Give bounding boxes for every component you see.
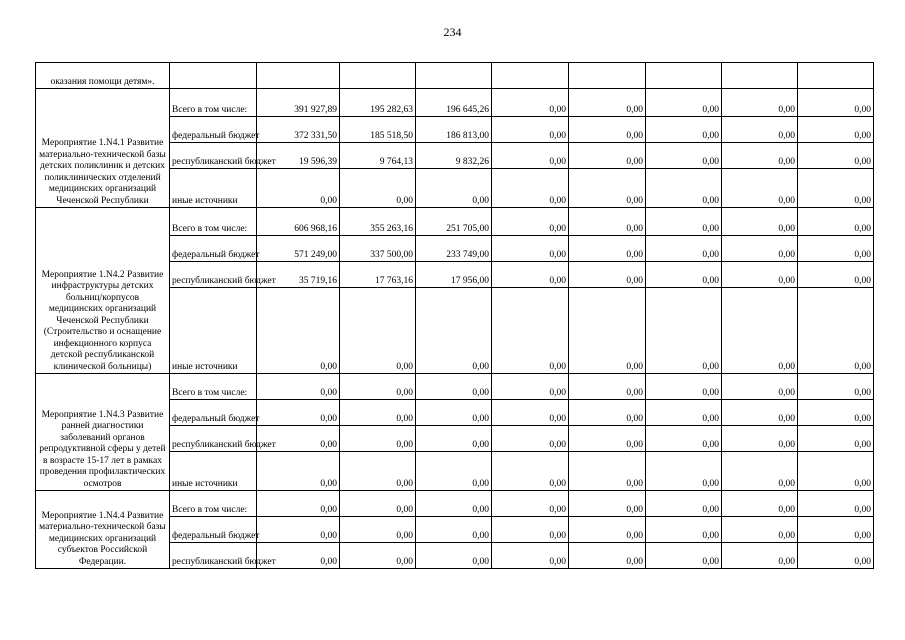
amount-cell: 0,00: [569, 517, 646, 543]
amount-cell: 0,00: [492, 143, 569, 169]
amount-cell: 251 705,00: [416, 208, 492, 236]
amount-cell: 372 331,50: [257, 117, 340, 143]
amount-cell: 0,00: [798, 89, 874, 117]
amount-cell: 0,00: [340, 543, 416, 569]
amount-cell: 0,00: [416, 374, 492, 400]
amount-cell: 0,00: [722, 543, 798, 569]
amount-cell: 0,00: [416, 400, 492, 426]
amount-cell: 0,00: [492, 374, 569, 400]
amount-cell: 0,00: [646, 89, 722, 117]
amount-cell: 0,00: [798, 543, 874, 569]
funding-source-cell: Всего в том числе:: [170, 374, 257, 400]
amount-cell: 0,00: [492, 288, 569, 374]
amount-cell: 0,00: [257, 288, 340, 374]
amount-cell: 35 719,16: [257, 262, 340, 288]
amount-cell: 0,00: [722, 169, 798, 208]
amount-cell: 233 749,00: [416, 236, 492, 262]
funding-source-cell: Всего в том числе:: [170, 491, 257, 517]
table-row: [36, 491, 874, 517]
empty-cell: [170, 63, 257, 89]
amount-cell: 0,00: [722, 517, 798, 543]
amount-cell: 0,00: [646, 262, 722, 288]
empty-cell: [646, 63, 722, 89]
amount-cell: 0,00: [646, 169, 722, 208]
amount-cell: 0,00: [492, 452, 569, 491]
amount-cell: 195 282,63: [340, 89, 416, 117]
amount-cell: 0,00: [646, 236, 722, 262]
amount-cell: 0,00: [798, 491, 874, 517]
budget-table: [35, 62, 874, 569]
amount-cell: 0,00: [646, 543, 722, 569]
empty-cell: [569, 63, 646, 89]
amount-cell: 0,00: [798, 517, 874, 543]
table-row: [36, 208, 874, 236]
amount-cell: 0,00: [722, 262, 798, 288]
amount-cell: 186 813,00: [416, 117, 492, 143]
amount-cell: 0,00: [340, 426, 416, 452]
amount-cell: 0,00: [569, 426, 646, 452]
amount-cell: 0,00: [340, 400, 416, 426]
amount-cell: 0,00: [492, 491, 569, 517]
amount-cell: 0,00: [646, 452, 722, 491]
funding-source-cell: иные источники: [170, 452, 257, 491]
funding-source-cell: республиканский бюджет: [170, 262, 257, 288]
amount-cell: 0,00: [569, 491, 646, 517]
amount-cell: 0,00: [416, 517, 492, 543]
amount-cell: 0,00: [340, 491, 416, 517]
funding-source-cell: федеральный бюджет: [170, 236, 257, 262]
amount-cell: 0,00: [492, 400, 569, 426]
amount-cell: 0,00: [798, 426, 874, 452]
amount-cell: 0,00: [722, 452, 798, 491]
amount-cell: 0,00: [722, 288, 798, 374]
amount-cell: 0,00: [798, 117, 874, 143]
funding-source-cell: Всего в том числе:: [170, 89, 257, 117]
amount-cell: 0,00: [492, 236, 569, 262]
empty-cell: [257, 63, 340, 89]
measure-name-cell: Мероприятие 1.N4.1 Развитие материально-технической базы детских поликлиник и детских поликлинических отделений медицинских организаций Чеченской Республики: [36, 89, 170, 208]
amount-cell: 0,00: [569, 452, 646, 491]
amount-cell: 0,00: [492, 262, 569, 288]
amount-cell: 0,00: [492, 169, 569, 208]
table-row: [36, 374, 874, 400]
empty-cell: [798, 63, 874, 89]
amount-cell: 0,00: [416, 491, 492, 517]
amount-cell: 355 263,16: [340, 208, 416, 236]
amount-cell: 0,00: [340, 517, 416, 543]
table-row: [36, 89, 874, 117]
amount-cell: 0,00: [569, 288, 646, 374]
amount-cell: 0,00: [569, 400, 646, 426]
empty-cell: [722, 63, 798, 89]
funding-source-cell: иные источники: [170, 288, 257, 374]
amount-cell: 0,00: [646, 400, 722, 426]
funding-source-cell: республиканский бюджет: [170, 143, 257, 169]
amount-cell: 0,00: [646, 288, 722, 374]
measure-name-cell: Мероприятие 1.N4.4 Развитие материально-технической базы медицинских организаций субъектов Российской Федерации.: [36, 491, 170, 569]
amount-cell: 0,00: [722, 374, 798, 400]
amount-cell: 0,00: [340, 169, 416, 208]
amount-cell: 0,00: [492, 517, 569, 543]
amount-cell: 9 764,13: [340, 143, 416, 169]
funding-source-cell: республиканский бюджет: [170, 543, 257, 569]
measure-name-cell: Мероприятие 1.N4.2 Развитие инфраструктуры детских больниц/корпусов медицинских организаций Чеченской Республики (Строительство и оснащение инфекционного корпуса детской республиканской клинической больницы): [36, 208, 170, 374]
amount-cell: 17 956,00: [416, 262, 492, 288]
amount-cell: 0,00: [257, 543, 340, 569]
amount-cell: 0,00: [646, 517, 722, 543]
amount-cell: 0,00: [257, 400, 340, 426]
amount-cell: 0,00: [416, 543, 492, 569]
amount-cell: 0,00: [416, 452, 492, 491]
funding-source-cell: федеральный бюджет: [170, 400, 257, 426]
amount-cell: 0,00: [257, 491, 340, 517]
funding-source-cell: федеральный бюджет: [170, 117, 257, 143]
amount-cell: 0,00: [722, 117, 798, 143]
measure-name-cell: Мероприятие 1.N4.3 Развитие ранней диагностики заболеваний органов репродуктивной сферы у детей в возрасте 15-17 лет в рамках проведения профилактических осмотров: [36, 374, 170, 491]
amount-cell: 0,00: [569, 208, 646, 236]
amount-cell: 0,00: [257, 169, 340, 208]
amount-cell: 606 968,16: [257, 208, 340, 236]
amount-cell: 0,00: [492, 426, 569, 452]
amount-cell: 391 927,89: [257, 89, 340, 117]
amount-cell: 0,00: [416, 169, 492, 208]
amount-cell: 0,00: [569, 169, 646, 208]
amount-cell: 0,00: [492, 543, 569, 569]
amount-cell: 0,00: [646, 491, 722, 517]
amount-cell: 17 763,16: [340, 262, 416, 288]
amount-cell: 0,00: [569, 89, 646, 117]
amount-cell: 0,00: [340, 452, 416, 491]
measure-continuation-text: оказания помощи детям».: [36, 63, 170, 89]
amount-cell: 0,00: [492, 117, 569, 143]
amount-cell: 337 500,00: [340, 236, 416, 262]
amount-cell: 0,00: [722, 426, 798, 452]
page-number: 234: [443, 25, 462, 39]
amount-cell: 0,00: [798, 452, 874, 491]
amount-cell: 0,00: [646, 208, 722, 236]
funding-source-cell: республиканский бюджет: [170, 426, 257, 452]
amount-cell: 0,00: [416, 288, 492, 374]
amount-cell: 0,00: [492, 208, 569, 236]
empty-cell: [492, 63, 569, 89]
amount-cell: 0,00: [798, 208, 874, 236]
amount-cell: 0,00: [257, 452, 340, 491]
amount-cell: 0,00: [722, 208, 798, 236]
amount-cell: 0,00: [492, 89, 569, 117]
amount-cell: 0,00: [569, 117, 646, 143]
funding-source-cell: федеральный бюджет: [170, 517, 257, 543]
amount-cell: 0,00: [257, 426, 340, 452]
amount-cell: 0,00: [340, 288, 416, 374]
amount-cell: 0,00: [569, 236, 646, 262]
amount-cell: 19 596,39: [257, 143, 340, 169]
amount-cell: 0,00: [722, 89, 798, 117]
amount-cell: 196 645,26: [416, 89, 492, 117]
amount-cell: 0,00: [798, 143, 874, 169]
amount-cell: 0,00: [569, 543, 646, 569]
amount-cell: 0,00: [722, 236, 798, 262]
amount-cell: 0,00: [798, 288, 874, 374]
amount-cell: 9 832,26: [416, 143, 492, 169]
amount-cell: 0,00: [798, 374, 874, 400]
table-row: [36, 63, 874, 89]
amount-cell: 0,00: [646, 117, 722, 143]
amount-cell: 0,00: [646, 143, 722, 169]
amount-cell: 0,00: [257, 517, 340, 543]
empty-cell: [340, 63, 416, 89]
amount-cell: 185 518,50: [340, 117, 416, 143]
amount-cell: 0,00: [798, 169, 874, 208]
amount-cell: 0,00: [416, 426, 492, 452]
amount-cell: 0,00: [722, 491, 798, 517]
amount-cell: 0,00: [569, 262, 646, 288]
amount-cell: 0,00: [798, 262, 874, 288]
amount-cell: 0,00: [798, 236, 874, 262]
amount-cell: 0,00: [569, 374, 646, 400]
amount-cell: 571 249,00: [257, 236, 340, 262]
amount-cell: 0,00: [646, 374, 722, 400]
empty-cell: [416, 63, 492, 89]
funding-source-cell: Всего в том числе:: [170, 208, 257, 236]
amount-cell: 0,00: [798, 400, 874, 426]
funding-source-cell: иные источники: [170, 169, 257, 208]
amount-cell: 0,00: [257, 374, 340, 400]
amount-cell: 0,00: [722, 143, 798, 169]
amount-cell: 0,00: [722, 400, 798, 426]
amount-cell: 0,00: [569, 143, 646, 169]
amount-cell: 0,00: [646, 426, 722, 452]
amount-cell: 0,00: [340, 374, 416, 400]
